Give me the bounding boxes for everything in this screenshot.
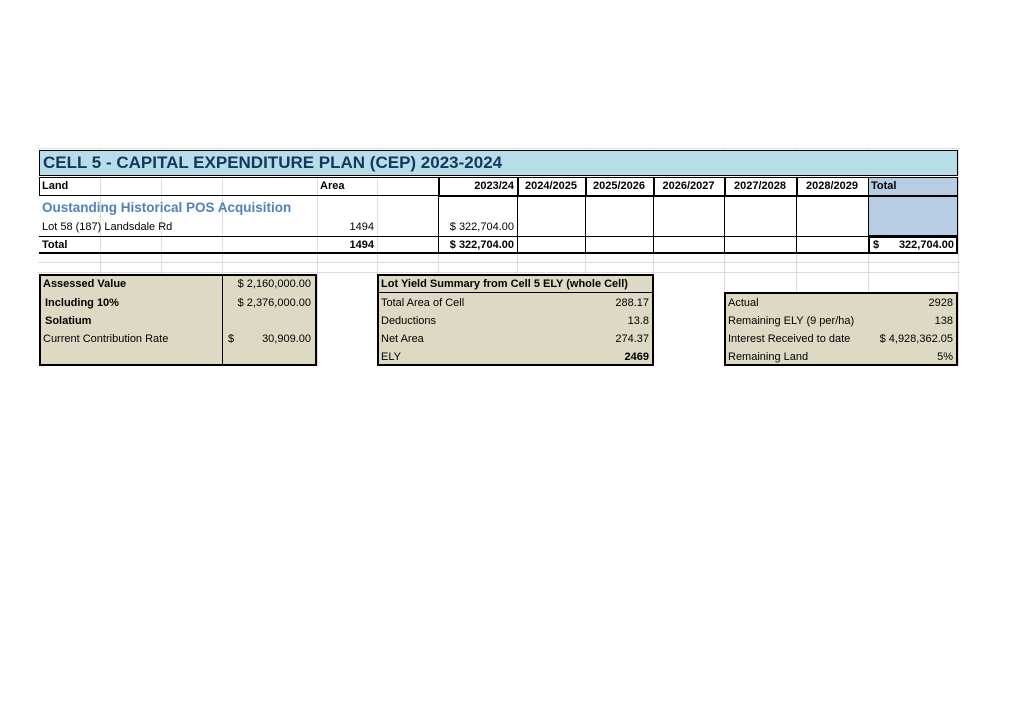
actuals-label: Remaining ELY (9 per/ha) — [728, 315, 855, 327]
yield-label: ELY — [381, 351, 401, 363]
actuals-label: Interest Received to date — [728, 333, 851, 345]
header-year-2026: 2026/2027 — [662, 180, 715, 192]
total-area: 1494 — [349, 239, 374, 251]
row-area: 1494 — [349, 221, 374, 233]
section-heading: Oustanding Historical POS Acquisition — [42, 200, 292, 215]
header-land: Land — [42, 180, 69, 192]
sheet-title: CELL 5 - CAPITAL EXPENDITURE PLAN (CEP) 2023-2024 — [43, 153, 503, 172]
total-label: Total — [42, 239, 68, 251]
title-bar — [39, 150, 958, 176]
rate-currency-symbol: $ — [228, 333, 235, 345]
actuals-label: Remaining Land — [728, 351, 809, 363]
assessed-value: $ 2,160,000.00 — [237, 278, 311, 290]
header-year-2023: 2023/24 — [474, 180, 514, 192]
row-2023: $ 322,704.00 — [449, 221, 514, 233]
rate-label: Current Contribution Rate — [43, 333, 169, 345]
rate-value: 30,909.00 — [262, 333, 311, 345]
header-area: Area — [320, 180, 345, 192]
yield-label: Deductions — [381, 315, 437, 327]
yield-value: 274.37 — [615, 333, 649, 345]
yield-value: 13.8 — [627, 315, 649, 327]
header-year-2024: 2024/2025 — [525, 180, 577, 192]
yield-title: Lot Yield Summary from Cell 5 ELY (whole Cell) — [381, 278, 628, 290]
header-year-2027: 2027/2028 — [734, 180, 786, 192]
yield-label: Net Area — [381, 333, 424, 345]
actuals-value: 138 — [934, 315, 953, 327]
actuals-value: $ 4,928,362.05 — [879, 333, 953, 345]
actuals-label: Actual — [728, 297, 759, 309]
actuals-value: 5% — [937, 351, 953, 363]
yield-value: 2469 — [624, 351, 649, 363]
yield-value: 288.17 — [615, 297, 649, 309]
header-year-2028: 2028/2029 — [806, 180, 858, 192]
solatium-label: Solatium — [45, 315, 92, 327]
total-currency-symbol: $ — [873, 239, 880, 251]
total-value: 322,704.00 — [898, 239, 954, 251]
actuals-value: 2928 — [928, 297, 953, 309]
yield-label: Total Area of Cell — [381, 297, 465, 309]
header-year-2025: 2025/2026 — [593, 180, 645, 192]
assessed-label: Assessed Value — [43, 278, 127, 290]
row-land: Lot 58 (187) Landsdale Rd — [42, 221, 173, 233]
including-label: Including 10% — [45, 297, 119, 309]
including-value: $ 2,376,000.00 — [237, 297, 311, 309]
header-total: Total — [871, 180, 897, 192]
total-2023: $ 322,704.00 — [449, 239, 514, 251]
